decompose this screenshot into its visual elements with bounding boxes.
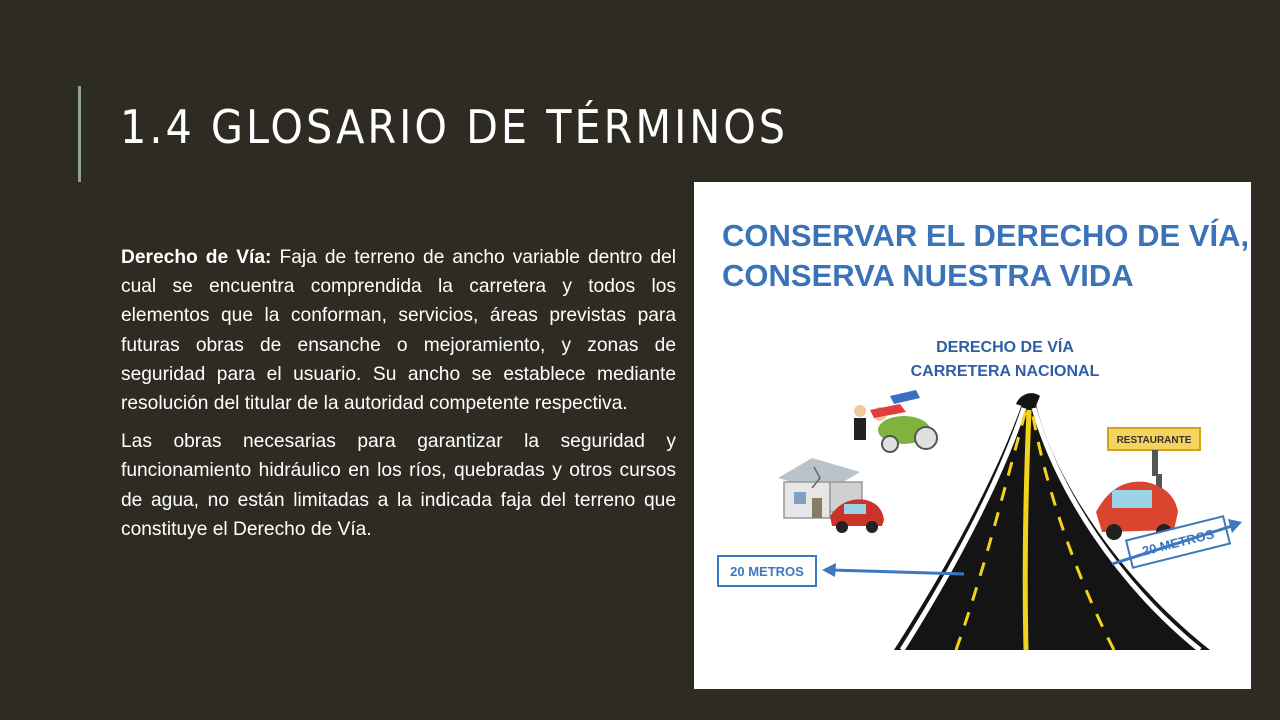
illustration-canvas: [694, 182, 1251, 689]
paragraph-definition: [121, 243, 676, 418]
right-of-way-illustration: [694, 182, 1251, 689]
accident-scene-icon: [854, 390, 937, 452]
right-width-arrowhead: [1228, 519, 1242, 533]
paragraph-hydraulic-works: Las obras necesarias para garantizar la seguridad y funcionamiento hidráulico en los ríos, quebradas y otros cursos de agua, no están limitadas a la indicada faja del terreno que constituye el Derecho de Vía.: [121, 431, 676, 540]
title-accent-bar: [78, 86, 81, 182]
slide-title: 1.4 GLOSARIO DE TÉRMINOS: [120, 100, 789, 154]
definition-text: Faja de terreno de ancho variable dentro del cual se encuentra comprendida la carretera y todos los elementos que la conforman, servicios, áreas previstas para futuras obras de ensanche o mejoramiento, y zonas de seguridad para el usuario. Su ancho se establece mediante resolución del titular de la autoridad competente respectiva.: [121, 247, 676, 415]
road-horizon: [1016, 393, 1040, 406]
poster-subtitle-line2: CARRETERA NACIONAL: [910, 363, 1100, 380]
left-width-arrowhead: [822, 563, 836, 577]
left-width-label: 20 METROS: [730, 564, 804, 579]
restaurant-sign-label: RESTAURANTE: [1116, 435, 1192, 446]
poster-headline-line2: CONSERVA NUESTRA VIDA: [722, 258, 1134, 293]
poster-headline-line1: CONSERVAR EL DERECHO DE VÍA,: [722, 218, 1250, 253]
body-text: [121, 243, 676, 553]
poster-subtitle-line1: DERECHO DE VÍA: [936, 339, 1074, 356]
term-label: Derecho de Vía:: [121, 247, 272, 268]
